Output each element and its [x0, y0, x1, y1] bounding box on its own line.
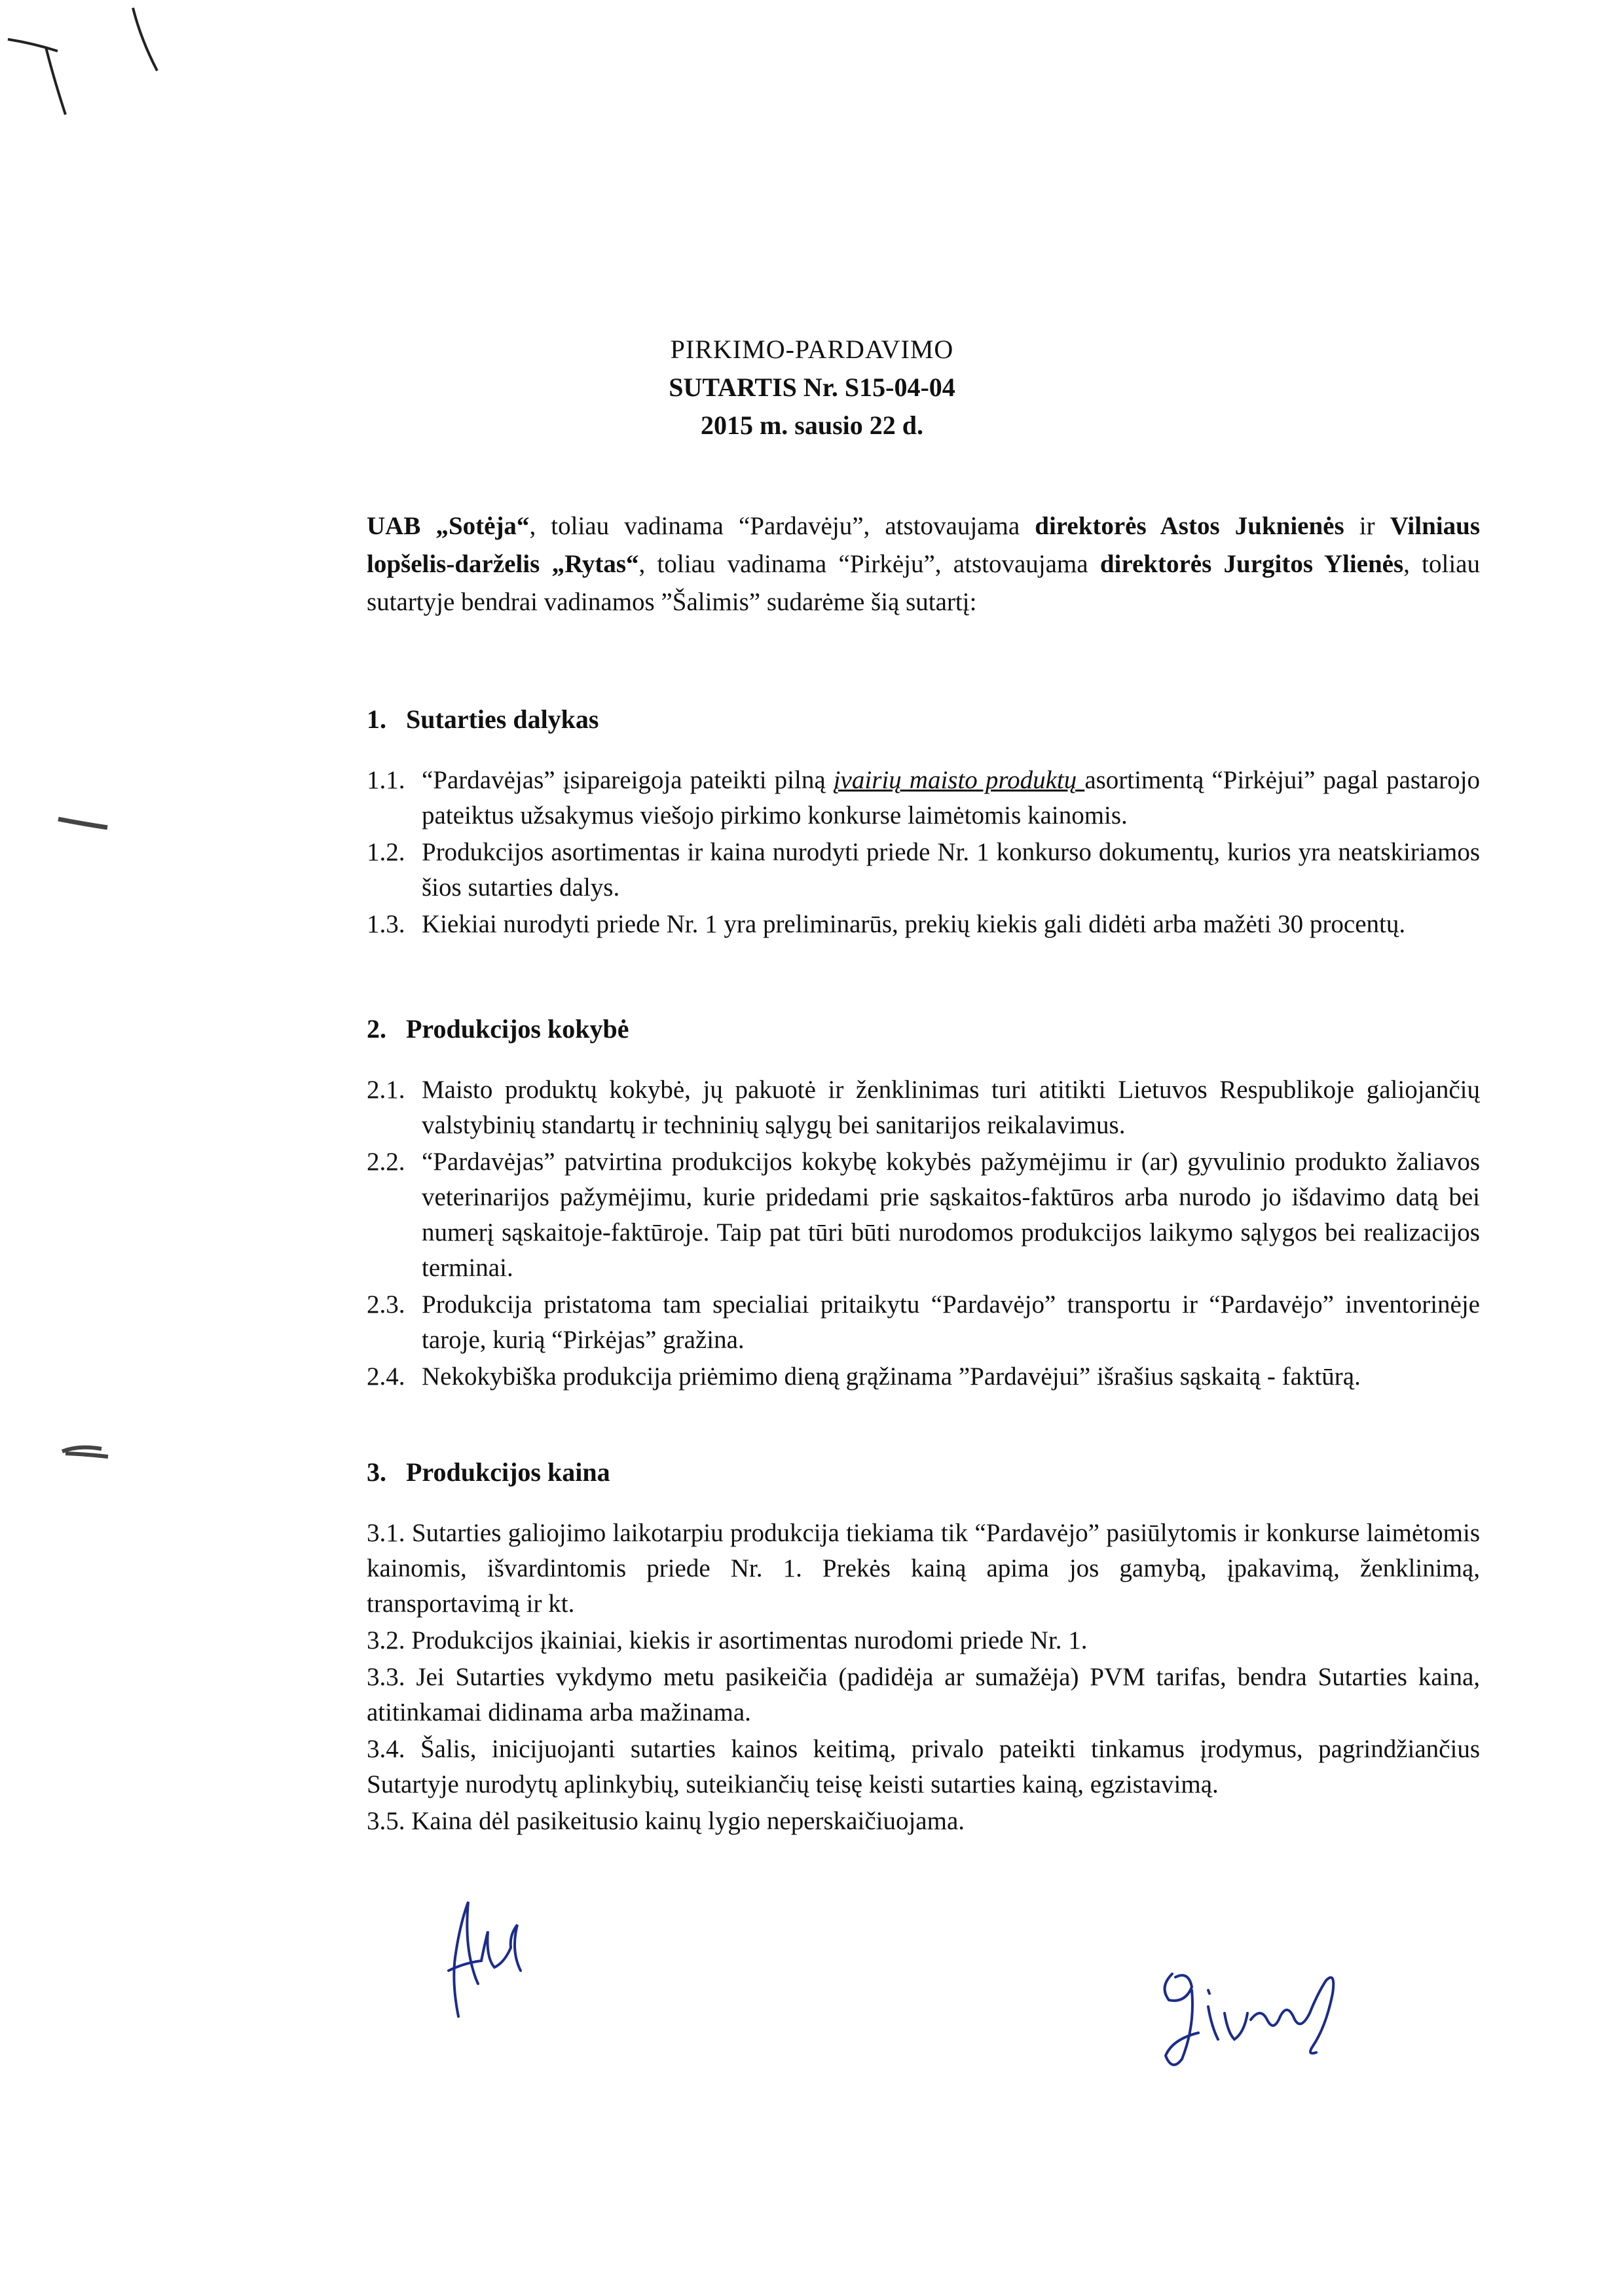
clause-1-2	[367, 835, 1480, 905]
clause-text: Produkcijos įkainiai, kiekis ir asortimentas nurodomi priede Nr. 1.	[411, 1626, 1088, 1654]
clause-2-4	[367, 1359, 1480, 1394]
clause-text: Kaina dėl pasikeitusio kainų lygio neperskaičiuojama.	[411, 1807, 965, 1835]
title-line-1: PIRKIMO-PARDAVIMO	[670, 335, 954, 364]
clause-number: 1.2.	[367, 838, 405, 866]
seller-name: UAB „Sotėja“	[367, 512, 530, 540]
clause-text: Kiekiai nurodyti priede Nr. 1 yra preliminarūs, prekių kiekis gali didėti arba mažėti 30 procentų.	[422, 910, 1406, 938]
clause-number: 2.2.	[367, 1148, 405, 1176]
section-3-items	[367, 1516, 1480, 1840]
clause-number: 1.3.	[367, 910, 405, 938]
clause-text: “Pardavėjas” įsipareigoja pateikti pilną	[422, 766, 834, 794]
section-1-number: 1.	[367, 704, 386, 734]
section-1-items	[367, 763, 1480, 943]
clause-2-3	[367, 1287, 1480, 1358]
section-2-number: 2.	[367, 1014, 386, 1044]
section-1-title: Sutarties dalykas	[406, 704, 599, 734]
clause-text: asortimentą “Pirkėjui” pagal pastarojo pateiktus užsakymus viešojo pirkimo konkurse laimėtomis kainomis.	[422, 766, 1480, 829]
intro-text-4: , toliau sutartyje bendrai vadinamos ”Šalimis” sudarėme šią sutartį:	[367, 550, 1480, 616]
section-2-items	[367, 1072, 1480, 1396]
scan-speck-1	[55, 809, 114, 835]
clause-number: 3.5.	[367, 1807, 405, 1835]
corner-pen-marks	[0, 0, 196, 144]
clause-number: 3.2.	[367, 1626, 405, 1654]
contract-number: SUTARTIS Nr. S15-04-04	[669, 373, 955, 402]
clause-2-2	[367, 1144, 1480, 1286]
clause-number: 1.1.	[367, 766, 405, 794]
clause-3-4	[367, 1732, 1480, 1802]
intro-text-1: , toliau vadinama “Pardavėju”, atstovaujama	[529, 512, 1035, 540]
clause-text: “Pardavėjas” patvirtina produkcijos kokybę kokybės pažymėjimu ir (ar) gyvulinio produkto žaliavos veterinarijos pažymėjimu, kurie pridedami prie sąskaitos-faktūros arba nurodo jo išdavimo datą bei numerį sąskaitoje-faktūroje. Taip pat tūri būti nurodomos produkcijos laikymo sąlygos bei realizacijos terminai.	[422, 1148, 1480, 1282]
clause-text: Produkcijos asortimentas ir kaina nurodyti priede Nr. 1 konkurso dokumentų, kurios yra neatskiriamos šios sutarties dalys.	[422, 838, 1480, 902]
scan-speck-2	[59, 1437, 118, 1463]
clause-text: Nekokybiška produkcija priėmimo dieną grąžinama ”Pardavėjui” išrašius sąskaitą - faktūrą.	[422, 1362, 1361, 1391]
clause-1-1	[367, 763, 1480, 833]
clause-text: Maisto produktų kokybė, jų pakuotė ir ženklinimas turi atitikti Lietuvos Respublikoje galiojančių valstybinių standartų ir techninių sąlygų bei sanitarijos reikalavimus.	[422, 1076, 1480, 1139]
clause-number: 2.3.	[367, 1290, 405, 1319]
seller-representative: direktorės Astos Juknienės	[1035, 512, 1344, 540]
clause-2-1	[367, 1072, 1480, 1143]
section-3-title: Produkcijos kaina	[406, 1457, 610, 1487]
clause-number: 3.3.	[367, 1663, 405, 1691]
clause-1-3	[367, 907, 1480, 942]
clause-text: Produkcija pristatoma tam specialiai pritaikytu “Pardavėjo” transportu ir “Pardavėjo” inventorinėje taroje, kurią “Pirkėjas” gražina.	[422, 1290, 1480, 1354]
clause-number: 3.4.	[367, 1735, 405, 1763]
clause-number: 2.1.	[367, 1076, 405, 1104]
buyer-representative: direktorės Jurgitos Ylienės	[1099, 550, 1404, 578]
intro-text-2: ir	[1344, 512, 1390, 540]
clause-text: Sutarties galiojimo laikotarpiu produkcija tiekiama tik “Pardavėjo” pasiūlytomis ir konkurse laimėtomis kainomis, išvardintomis priede Nr. 1. Prekės kainą apima jos gamybą, įpakavimą, ženklinimą, transportavimą ir kt.	[367, 1519, 1481, 1618]
intro-paragraph	[367, 507, 1480, 621]
buyer-signature	[1146, 1941, 1362, 2079]
section-3-heading	[367, 1457, 610, 1487]
document-title	[0, 331, 1624, 445]
section-2-title: Produkcijos kokybė	[406, 1014, 629, 1044]
clause-number: 2.4.	[367, 1362, 405, 1391]
clause-text: Šalis, inicijuojanti sutarties kainos keitimą, privalo pateikti tinkamus įrodymus, pagrindžiančius Sutartyje nurodytų aplinkybių, suteikiančių teisę keisti sutarties kainą, egzistavimą.	[367, 1735, 1480, 1798]
buyer-name: Vilniaus lopšelis-darželis „Rytas“	[367, 512, 1480, 578]
seller-signature	[413, 1886, 544, 2030]
section-2-heading	[367, 1013, 629, 1044]
clause-text: Jei Sutarties vykdymo metu pasikeičia (padidėja ar sumažėja) PVM tarifas, bendra Sutarties kaina, atitinkamai didinama arba mažinama.	[367, 1663, 1480, 1726]
section-1-heading	[367, 704, 599, 735]
contract-date: 2015 m. sausio 22 d.	[700, 410, 924, 440]
section-3-number: 3.	[367, 1457, 386, 1487]
clause-3-5	[367, 1804, 1480, 1839]
intro-text-3: , toliau vadinama “Pirkėju”, atstovaujama	[638, 550, 1100, 578]
clause-number: 3.1.	[367, 1519, 405, 1547]
clause-3-2	[367, 1623, 1480, 1658]
clause-3-3	[367, 1660, 1480, 1730]
clause-3-1	[367, 1516, 1480, 1622]
clause-underlined-text: įvairių maisto produktų	[833, 766, 1085, 794]
